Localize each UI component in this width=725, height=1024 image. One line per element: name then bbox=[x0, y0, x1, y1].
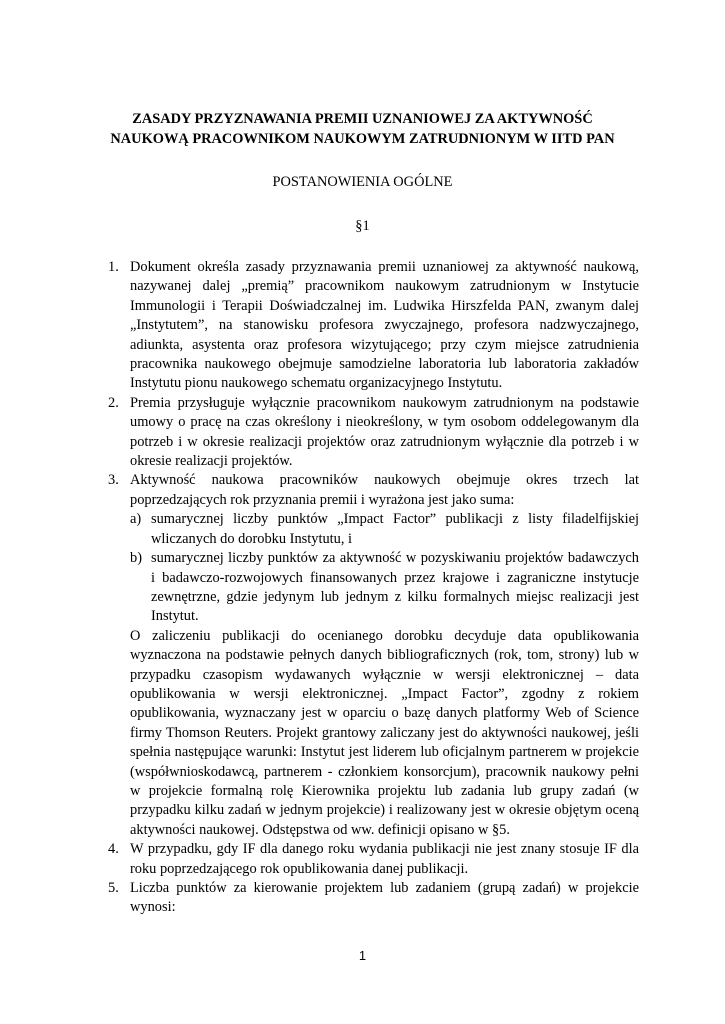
list-item bbox=[108, 879, 639, 918]
numbered-list bbox=[108, 258, 639, 918]
item-text: Premia przysługuje wyłącznie pracownikom naukowym zatrudnionym na podstawie umowy o pracę na czas określony i nieokreślony, w tym osobom oddelegowanym dla potrzeb i w okresie realizacji projektów oraz zatrudnionym wyłącznie dla potrzeb i w okresie realizacji projektów. bbox=[130, 394, 639, 470]
list-item bbox=[108, 471, 639, 840]
item-number: 1. bbox=[108, 259, 119, 275]
title-line-2: NAUKOWĄ PRACOWNIKOM NAUKOWYM ZATRUDNIONYM W IITD PAN bbox=[110, 131, 615, 147]
document-title bbox=[0, 109, 725, 149]
item-note: O zaliczeniu publikacji do ocenianego dorobku decyduje data opublikowania wyznaczona na podstawie pełnych danych bibliograficznych (rok, tom, strony) lub w przypadku czasopism wydawanych wyłącznie w wersji elektronicznej – data opublikowania w wersji elektronicznej. „Impact Factor”, zgodny z rokiem opublikowania, wyznaczany jest w oparciu o bazę danych platformy Web of Science firmy Thomson Reuters. Projekt grantowy zaliczany jest do aktywności naukowej, jeśli spełnia następujące warunki: Instytut jest liderem lub oficjalnym partnerem w projekcie (współwnioskodawcą, partnerem - członkiem konsorcjum), pracownik naukowy pełni w projekcie formalną rolę Kierownika projektu lub zadania lub grupy zadań (w przypadku kilku zadań w jednym projekcie) i realizowany jest w okresie objętym oceną aktywności naukowej. Odstępstwa od ww. definicji opisano w §5. bbox=[130, 627, 639, 838]
sub-item-text: sumarycznej liczby punktów „Impact Factor” publikacji z listy filadelfijskiej wliczanych do dorobku Instytutu, i bbox=[151, 511, 639, 547]
sub-item-letter: a) bbox=[130, 511, 142, 528]
list-item bbox=[108, 394, 639, 472]
page-number: 1 bbox=[358, 948, 367, 963]
item-number: 2. bbox=[108, 394, 119, 411]
item-number: 5. bbox=[108, 880, 119, 896]
paragraph-mark: §1 bbox=[355, 218, 370, 234]
item-number: 3. bbox=[108, 472, 119, 489]
item-text: Liczba punktów za kierowanie projektem lub zadaniem (grupą zadań) w projekcie wynosi: bbox=[130, 880, 639, 916]
list-item bbox=[108, 258, 639, 394]
title-line-1: ZASADY PRZYZNAWANIA PREMII UZNANIOWEJ ZA AKTYWNOŚĆ bbox=[132, 111, 593, 127]
item-text: Dokument określa zasady przyznawania premii uznaniowej za aktywność naukową, nazywanej dalej „premią” pracownikom naukowym zatrudnionym w Instytucie Immunologii i Terapii Doświadczalnej im. Ludwika Hirszfelda PAN, zwanym dalej „Instytutem”, na stanowisku profesora zwyczajnego, profesora nadzwyczajnego, adiunkta, asystenta oraz profesora wizytującego; przy czym miejsce zatrudnienia pracownika naukowego obejmuje samodzielne laboratoria lub laboratoria zakładów Instytutu pionu naukowego schematu organizacyjnego Instytutu. bbox=[130, 259, 639, 392]
item-text: Aktywność naukowa pracowników naukowych obejmuje okres trzech lat poprzedzających rok przyznania premii i wyrażona jest jako suma: bbox=[130, 472, 639, 508]
item-text: W przypadku, gdy IF dla danego roku wydania publikacji nie jest znany stosuje IF dla roku poprzedzającego rok opublikowania danej publikacji. bbox=[130, 841, 639, 877]
sub-list-item bbox=[130, 549, 639, 627]
sub-list-item bbox=[130, 510, 639, 549]
section-heading: POSTANOWIENIA OGÓLNE bbox=[272, 174, 453, 190]
item-number: 4. bbox=[108, 841, 119, 858]
list-item bbox=[108, 840, 639, 879]
sub-item-text: sumarycznej liczby punktów za aktywność w pozyskiwaniu projektów badawczych i badawczo-rozwojowych finansowanych przez krajowe i zagraniczne instytucje zewnętrzne, gdzie jedynym lub jednym z kilku formalnych miejsc realizacji jest Instytut. bbox=[151, 550, 639, 625]
sub-item-letter: b) bbox=[130, 550, 142, 567]
